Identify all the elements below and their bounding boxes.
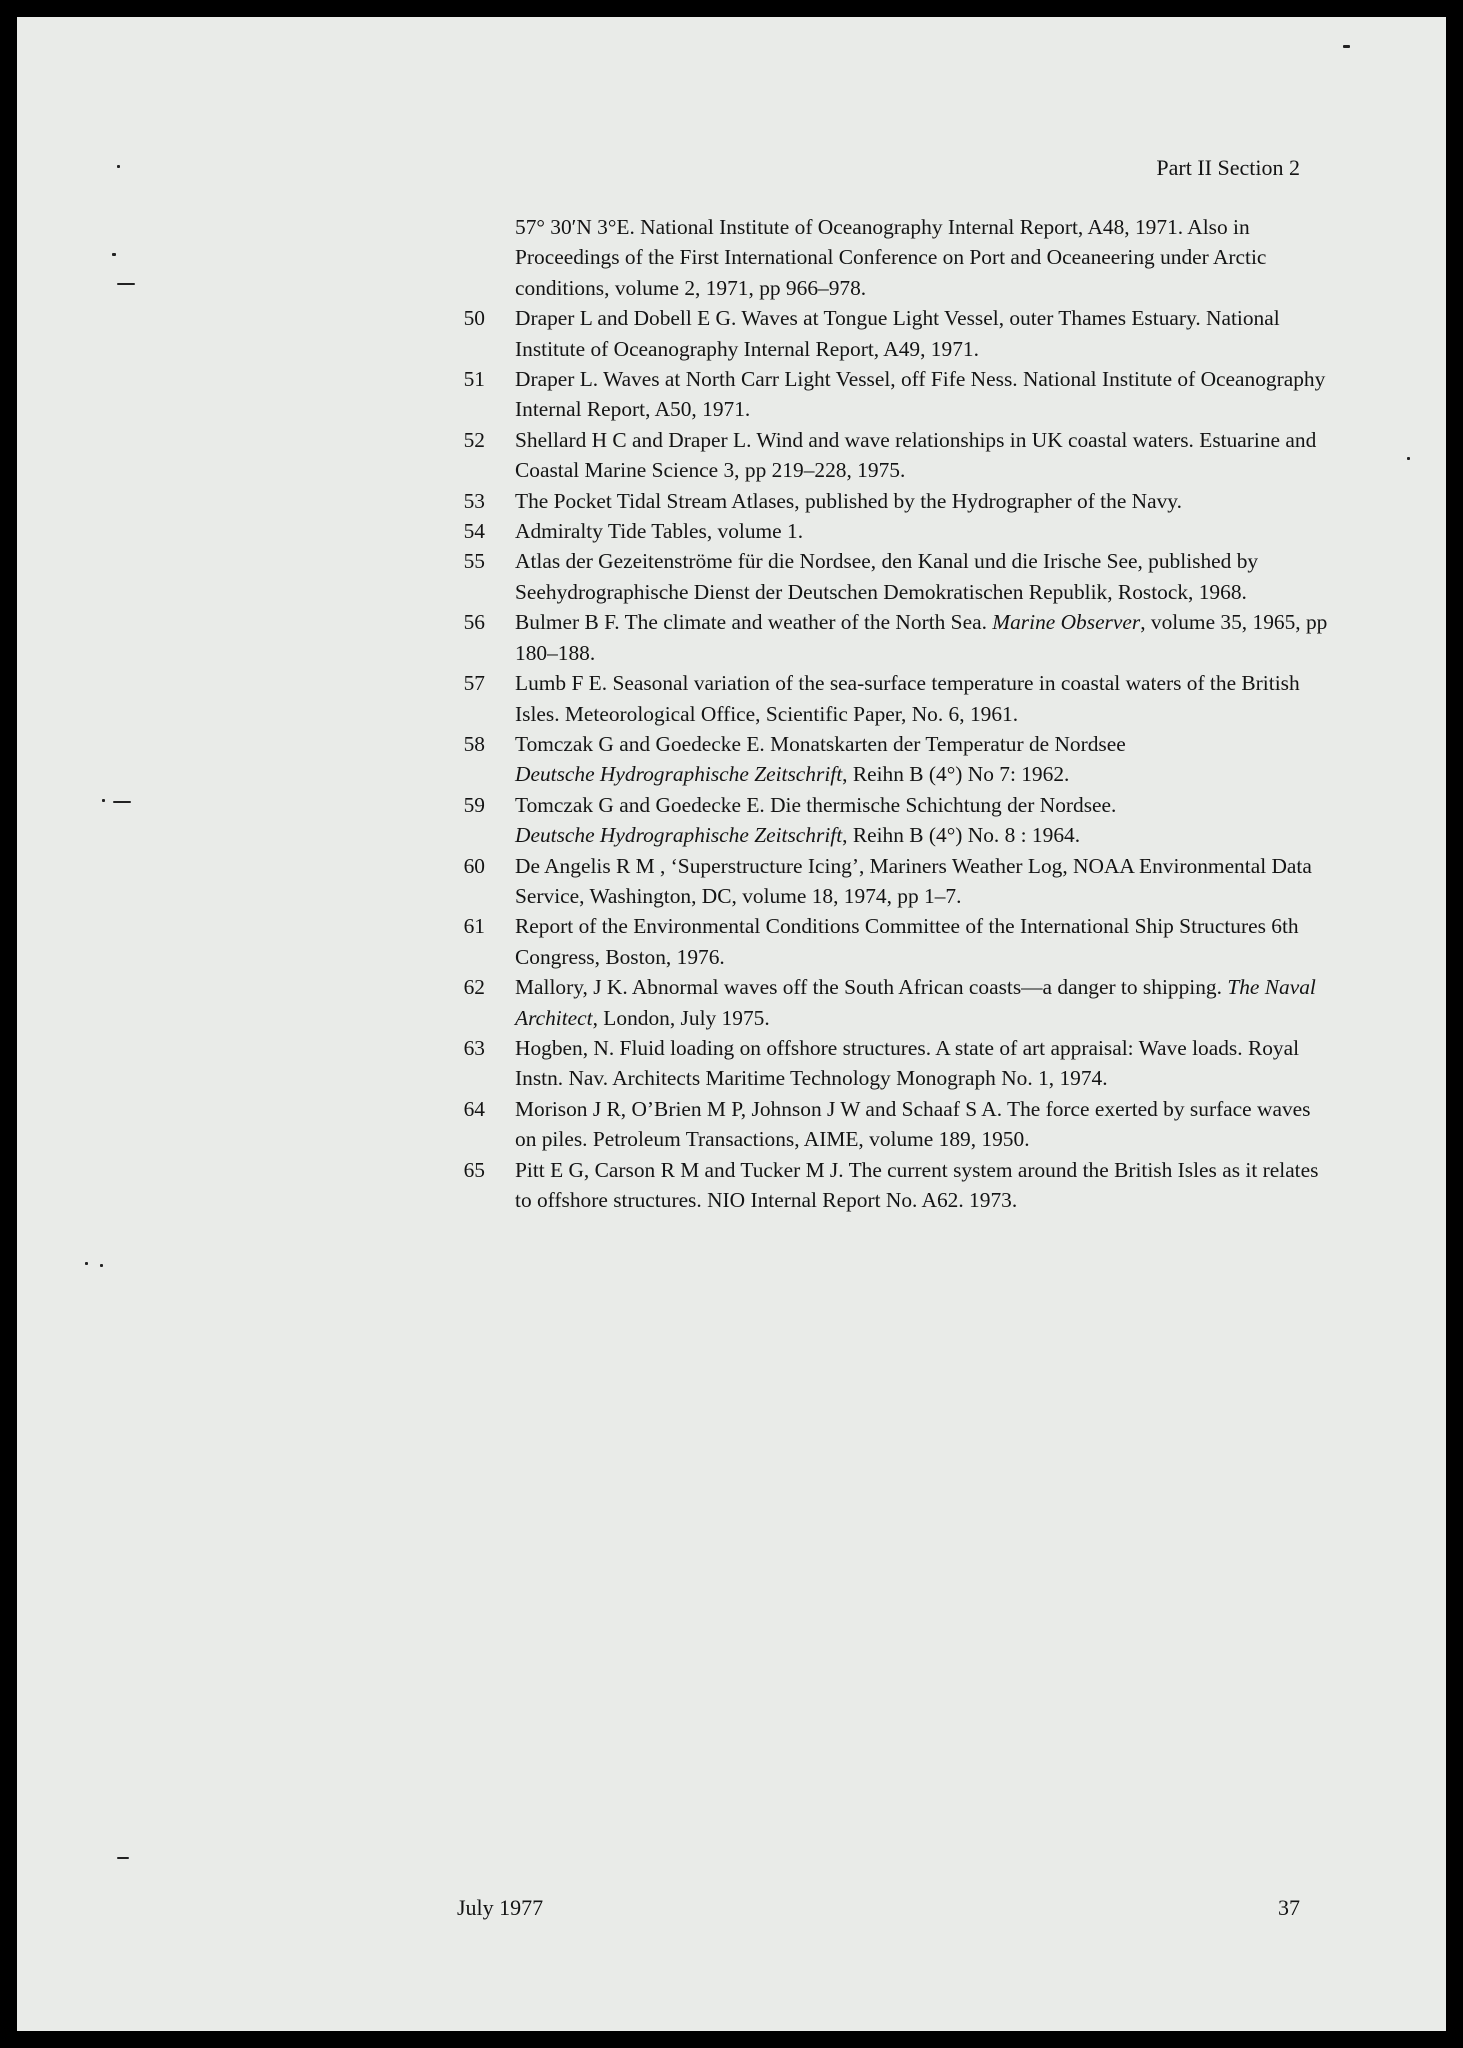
reference-item	[457, 364, 1337, 425]
reference-item	[457, 911, 1337, 972]
reference-number: 65	[463, 1157, 485, 1182]
journal-title: Deutsche Hydrographische Zeitschrift	[515, 823, 843, 848]
reference-text: Morison J R, O’Brien M P, Johnson J W and Schaaf S A. The force exerted by surface waves on piles. Petroleum Transactions, AIME, volume 189, 1950.	[515, 1096, 1311, 1152]
reference-text-before: Tomczak G and Goedecke E. Monatskarten der Temperatur de Nordsee	[515, 731, 1126, 756]
reference-item	[457, 212, 1337, 303]
reference-text-before: Bulmer B F. The climate and weather of the North Sea.	[515, 610, 993, 635]
reference-number: 59	[463, 792, 485, 817]
reference-text: Draper L and Dobell E G. Waves at Tongue Light Vessel, outer Thames Estuary. National Institute of Oceanography Internal Report, A49, 1971.	[515, 306, 1280, 361]
scan-speck	[102, 799, 105, 802]
reference-item	[457, 486, 1337, 516]
journal-title: Deutsche Hydrographische Zeitschrift	[515, 762, 843, 787]
reference-text: The Pocket Tidal Stream Atlases, published by the Hydrographer of the Navy.	[515, 488, 1182, 513]
reference-text-after: , Reihn B (4°) No 7: 1962.	[842, 762, 1070, 787]
journal-title: The Naval Architect	[515, 975, 1316, 1030]
journal-title: Marine Observer	[992, 610, 1141, 635]
reference-number: 58	[463, 731, 485, 756]
reference-text	[515, 790, 1337, 851]
reference-number: 56	[463, 610, 485, 635]
footer-date: July 1977	[457, 1895, 544, 1920]
reference-item	[457, 851, 1337, 912]
reference-number: 61	[463, 914, 485, 939]
scan-speck	[100, 1264, 103, 1267]
reference-number: 63	[463, 1035, 485, 1060]
reference-text-before: Tomczak G and Goedecke E. Die thermische Schichtung der Nordsee.	[515, 792, 1117, 817]
scan-speck	[117, 283, 135, 285]
reference-text: Atlas der Gezeitenströme für die Nordsee, den Kanal und die Irische See, published by Seehydrographische Dienst der Deutschen Demokratischen Republik, Rostock, 1968.	[515, 549, 1259, 604]
reference-number: 50	[463, 306, 485, 331]
reference-number: 60	[463, 853, 485, 878]
scan-speck	[1343, 45, 1350, 48]
section-header: Part II Section 2	[1156, 155, 1300, 180]
reference-item	[457, 546, 1337, 607]
reference-item	[457, 729, 1337, 790]
reference-item	[457, 607, 1337, 668]
reference-text: Shellard H C and Draper L. Wind and wave relationships in UK coastal waters. Estuarine and Coastal Marine Science 3, pp 219–228, 1975.	[515, 427, 1317, 483]
reference-text: De Angelis R M , ‘Superstructure Icing’, Mariners Weather Log, NOAA Environmental Data Service, Washington, DC, volume 18, 1974, pp 1–7.	[515, 853, 1312, 908]
scanned-page	[17, 17, 1446, 2031]
reference-number: 64	[463, 1096, 485, 1121]
reference-item	[457, 425, 1337, 486]
reference-text-after: , Reihn B (4°) No. 8 : 1964.	[842, 823, 1081, 848]
reference-number: 55	[463, 549, 485, 574]
scan-speck	[117, 165, 120, 168]
reference-text: 57° 30′N 3°E. National Institute of Oceanography Internal Report, A48, 1971. Also in Proceedings of the First International Conference on Port and Oceaneering under Arctic conditions, volume 2, 1971, pp 966–978.	[515, 215, 1267, 300]
reference-text: Hogben, N. Fluid loading on offshore structures. A state of art appraisal: Wave loads. Royal Instn. Nav. Architects Maritime Technology Monograph No. 1, 1974.	[515, 1035, 1300, 1091]
reference-item	[457, 668, 1337, 729]
scan-speck	[112, 253, 116, 256]
reference-number: 54	[463, 519, 485, 544]
scan-speck	[117, 1857, 129, 1859]
reference-text	[515, 972, 1337, 1033]
reference-item	[457, 1094, 1337, 1155]
reference-text: Report of the Environmental Conditions Committee of the International Ship Structures 6th Congress, Boston, 1976.	[515, 914, 1299, 969]
page-number: 37	[1278, 1895, 1300, 1920]
reference-item	[457, 790, 1337, 851]
reference-number: 57	[463, 671, 485, 696]
reference-item	[457, 1155, 1337, 1216]
reference-text	[515, 607, 1337, 668]
reference-item	[457, 972, 1337, 1033]
reference-text-before: Mallory, J K. Abnormal waves off the South African coasts—a danger to shipping.	[515, 975, 1228, 1000]
reference-text	[515, 729, 1337, 790]
scan-speck	[1407, 457, 1410, 460]
reference-item	[457, 303, 1337, 364]
reference-text: Pitt E G, Carson R M and Tucker M J. The current system around the British Isles as it relates to offshore structures. NIO Internal Report No. A62. 1973.	[515, 1157, 1319, 1212]
reference-number: 62	[463, 975, 485, 1000]
reference-item	[457, 1033, 1337, 1094]
reference-number: 51	[463, 367, 485, 392]
reference-text-after: , London, July 1975.	[592, 1005, 770, 1030]
reference-item	[457, 516, 1337, 546]
reference-list	[457, 212, 1337, 1215]
reference-text: Draper L. Waves at North Carr Light Vessel, off Fife Ness. National Institute of Oceanography Internal Report, A50, 1971.	[515, 367, 1326, 422]
reference-number: 52	[463, 427, 485, 452]
scan-speck	[85, 1262, 88, 1265]
reference-number: 53	[463, 488, 485, 513]
reference-text: Admiralty Tide Tables, volume 1.	[515, 519, 804, 544]
reference-text-after: , volume 35, 1965, pp 180–188.	[515, 610, 1328, 665]
reference-text: Lumb F E. Seasonal variation of the sea-surface temperature in coastal waters of the British Isles. Meteorological Office, Scientific Paper, No. 6, 1961.	[515, 671, 1300, 726]
scan-speck	[113, 801, 131, 803]
